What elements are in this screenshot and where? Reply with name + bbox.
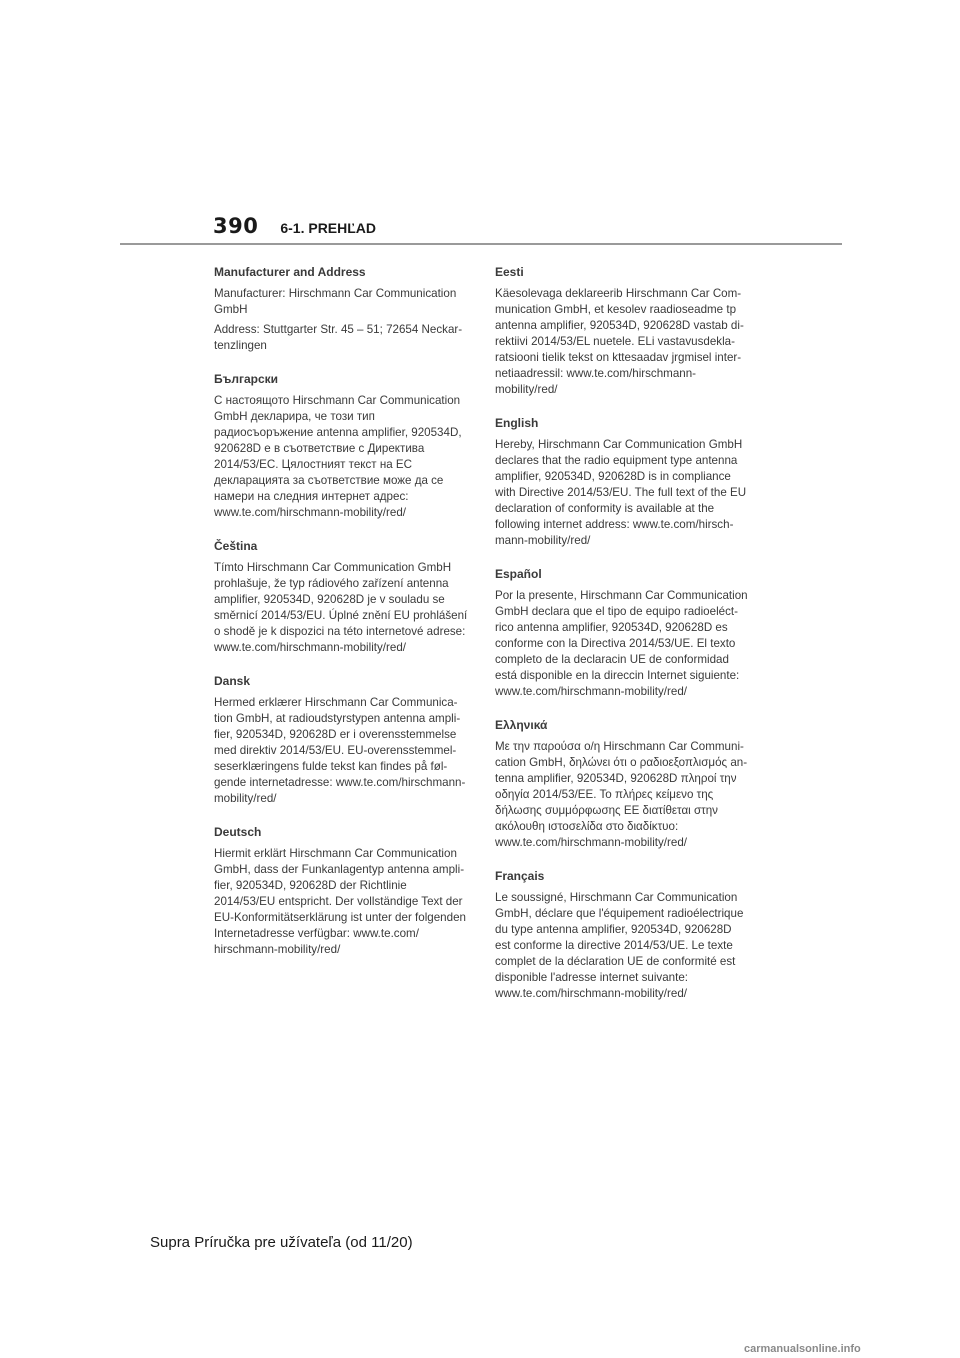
entry-paragraph: Käesolevaga deklareerib Hirschmann Car Communication GmbH, et kesolev raadioseadme tp antenna amplifier, 920534D, 920628D vastab direktiivi 2014/53/EL nuetele. ELi vastavusdeklaratsiooni tielik tekst on kttesaadav jrgmisel internetiaadressil: www.te.com/hirschmann-mobility/red/ (495, 287, 744, 396)
entry-czech (214, 538, 469, 656)
header-divider (120, 243, 842, 245)
left-column (214, 264, 469, 975)
watermark-text: carmanualsonline.info (744, 1343, 861, 1355)
entry-german (214, 824, 469, 958)
entry-paragraph: Manufacturer: Hirschmann Car Communication GmbH (214, 287, 457, 316)
entry-paragraph: С настоящото Hirschmann Car Communication GmbH декларира, че този тип радиосъоръжение antenna amplifier, 920534D, 920628D е в съответствие с Директива 2014/53/ЕС. Цялостният текст на ЕС декларацията за съответствие може да се намери на следния интернет адрес: www.te.com/hirschmann-mobility/red/ (214, 394, 462, 519)
entry-paragraph: Hiermit erklärt Hirschmann Car Communication GmbH, dass der Funkanlagentyp antenna amplifier, 920534D, 920628D der Richtlinie 2014/53/EU entspricht. Der vollständige Text der EU-Konformitätserklärung ist unter der folgenden Internetadresse verfügbar: www.te.com/ hirschmann-mobility/red/ (214, 847, 466, 956)
page-number: 390 (213, 214, 259, 238)
footer-manual-title: Supra Príručka pre užívateľa (od 11/20) (150, 1234, 413, 1251)
entry-heading: Manufacturer and Address (214, 265, 366, 279)
entry-heading: Dansk (214, 674, 251, 688)
entry-manufacturer-address (214, 264, 469, 354)
page-header (213, 214, 376, 238)
entry-heading: Ελληνικά (495, 718, 548, 732)
entry-english (495, 415, 750, 549)
entry-heading: Deutsch (214, 825, 262, 839)
entry-paragraph: Με την παρούσα ο/η Hirschmann Car Communication GmbH, δηλώνει ότι ο ραδιοεξοπλισμός antenna amplifier, 920534D, 920628D πληροί την οδηγία 2014/53/ΕΕ. Το πλήρες κείμενο της δήλωσης συμμόρφωσης ΕΕ διατίθεται στην ακόλουθη ιστοσελίδα στο διαδίκτυο: www.te.com/hirschmann-mobility/red/ (495, 740, 748, 849)
entry-bulgarian (214, 371, 469, 521)
entry-heading: Français (495, 869, 545, 883)
entry-heading: English (495, 416, 539, 430)
right-column (495, 264, 750, 1019)
entry-heading: Español (495, 567, 542, 581)
entry-paragraph: Address: Stuttgarter Str. 45 – 51; 72654 Neckartenzlingen (214, 323, 463, 352)
entry-paragraph: Tímto Hirschmann Car Communication GmbH prohlašuje, že typ rádiového zařízení antenna amplifier, 920534D, 920628D je v souladu se směrnicí 2014/53/EU. Úplné znění EU prohlášení o shodě je k dispozici na této internetové adrese: www.te.com/hirschmann-mobility/red/ (214, 561, 468, 654)
entry-spanish (495, 566, 750, 700)
entry-heading: Български (214, 372, 279, 386)
entry-heading: Čeština (214, 539, 258, 553)
entry-french (495, 868, 750, 1002)
entry-paragraph: Le soussigné, Hirschmann Car Communication GmbH, déclare que l'équipement radioélectrique du type antenna amplifier, 920534D, 920628D est conforme la directive 2014/53/UE. Le texte complet de la déclaration UE de conformité est disponible l'adresse internet suivante: www.te.com/hirschmann-mobility/red/ (495, 891, 744, 1000)
entry-estonian (495, 264, 750, 398)
entry-heading: Eesti (495, 265, 524, 279)
entry-paragraph: Hereby, Hirschmann Car Communication GmbH declares that the radio equipment type antenna amplifier, 920534D, 920628D is in compliance with Directive 2014/53/EU. The full text of the EU declaration of conformity is available at the following internet address: www.te.com/hirschmann-mobility/red/ (495, 438, 747, 547)
entry-danish (214, 673, 469, 807)
entry-paragraph: Hermed erklærer Hirschmann Car Communication GmbH, at radioudstyrstypen antenna amplifier, 920534D, 920628D er i overensstemmelse med direktiv 2014/53/EU. EU-overensstemmelseserklæringens fulde tekst kan findes på følgende internetadresse: www.te.com/hirschmann-mobility/red/ (214, 696, 466, 805)
entry-greek (495, 717, 750, 851)
section-title: 6-1. PREHĽAD (280, 220, 377, 236)
entry-paragraph: Por la presente, Hirschmann Car Communication GmbH declara que el tipo de equipo radioeléctrico antenna amplifier, 920534D, 920628D es conforme con la Directiva 2014/53/UE. El texto completo de la declaracin UE de conformidad está disponible en la direccin Internet siguiente: www.te.com/hirschmann-mobility/red/ (495, 589, 748, 698)
